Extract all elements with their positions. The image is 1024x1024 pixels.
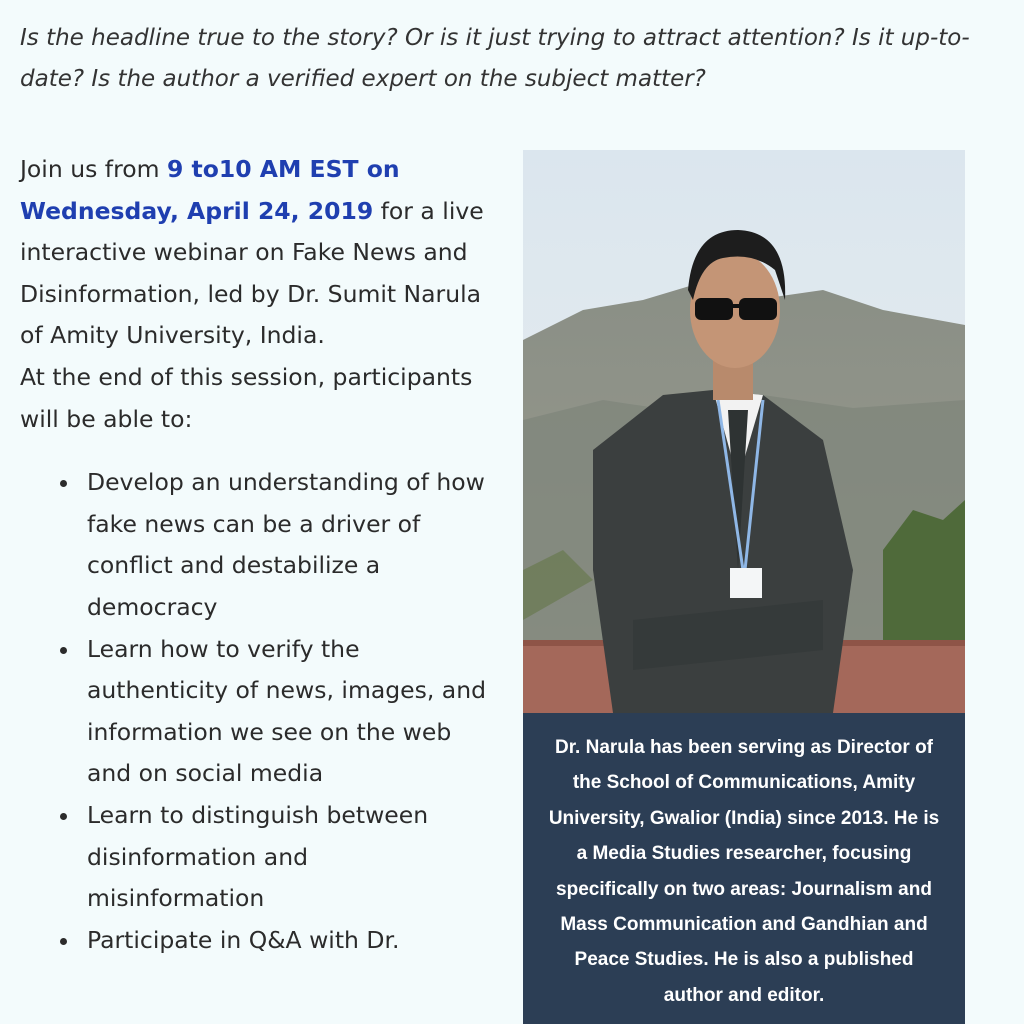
event-date-time: 9 to10 AM EST on Wednesday, April 24, 2019 <box>20 155 400 225</box>
event-announcement <box>20 149 490 357</box>
list-item: Develop an understanding of how fake news can be a driver of conflict and destabilize a democracy <box>87 462 490 628</box>
speaker-card <box>523 150 965 1024</box>
outcome-list <box>20 462 490 961</box>
intro-questions: Is the headline true to the story? Or is it just trying to attract attention? Is it up-to-date? Is the author a verified expert on the subject matter? <box>20 25 970 92</box>
outcome-intro: At the end of this session, participants will be able to: <box>20 362 473 433</box>
list-item: Learn how to verify the authenticity of news, images, and information we see on the web and on social media <box>87 629 490 795</box>
speaker-photo <box>523 150 965 713</box>
bullet-icon <box>60 647 67 654</box>
list-item: Learn to distinguish between disinformation and misinformation <box>87 795 490 920</box>
event-description: for a live interactive webinar on Fake News and Disinformation, led by Dr. Sumit Narula of Amity University, India. <box>20 196 484 350</box>
speaker-bio: Dr. Narula has been serving as Director of the School of Communications, Amity University, Gwalior (India) since 2013. He is a Media Studies researcher, focusing specifically on two areas: Journalism and Mass Communication and Gandhian and Peace Studies. He is also a published author and editor. <box>523 713 965 1024</box>
bullet-icon <box>60 938 67 945</box>
event-details <box>20 149 490 961</box>
join-prefix: Join us from <box>20 155 167 183</box>
bullet-icon <box>60 480 67 487</box>
list-item: Participate in Q&A with Dr. <box>87 920 490 962</box>
bullet-icon <box>60 813 67 820</box>
